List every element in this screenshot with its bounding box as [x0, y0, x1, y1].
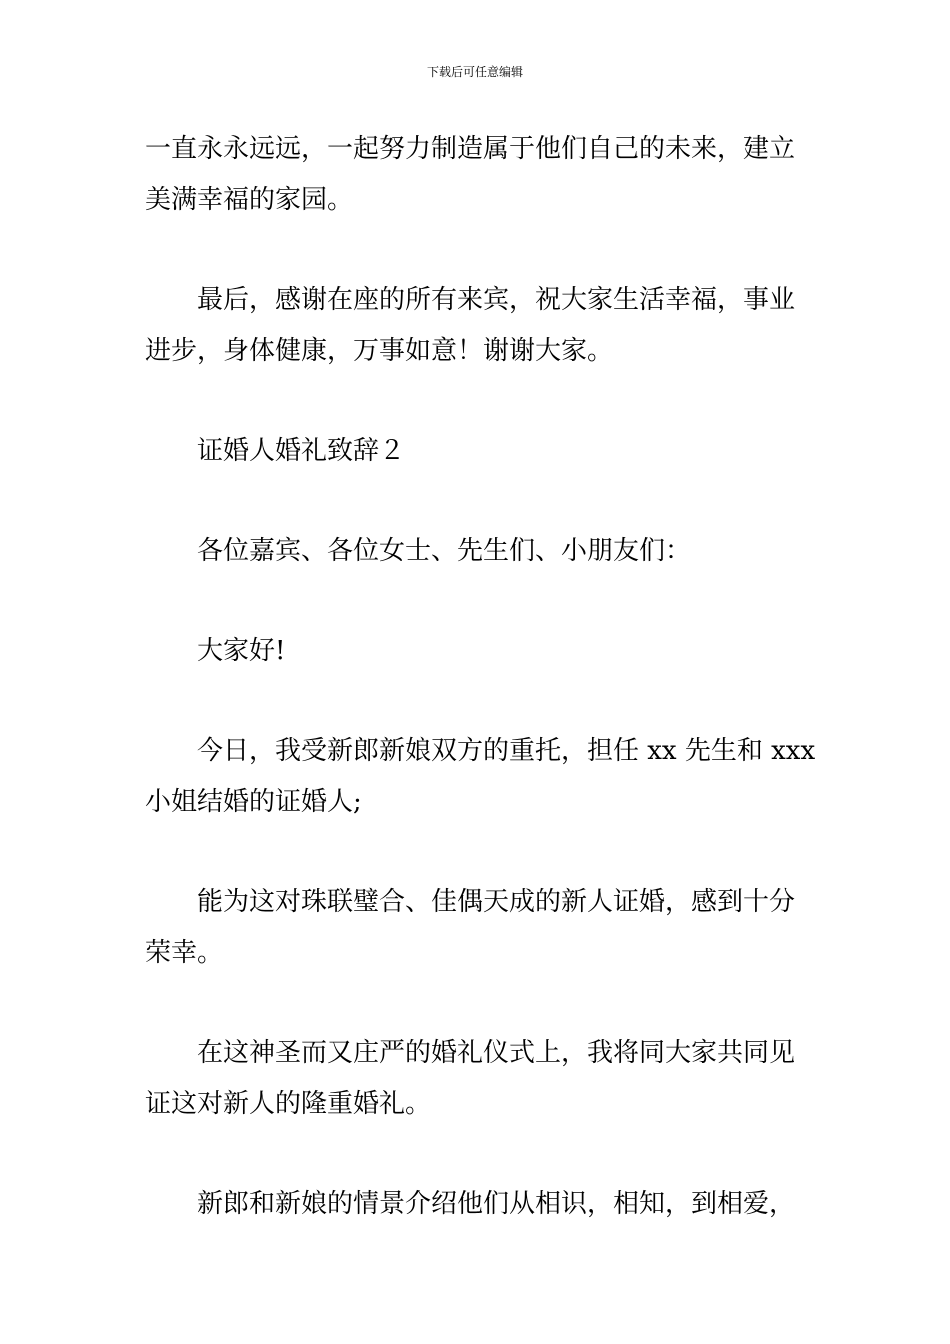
page-header: 下载后可任意编辑 — [426, 65, 523, 79]
document-body — [145, 124, 816, 1279]
paragraph-line: 最后，感谢在座的所有来宾，祝大家生活幸福，事业 — [197, 285, 796, 315]
paragraph-6 — [145, 1179, 807, 1230]
greeting — [145, 626, 807, 677]
paragraph-3 — [145, 726, 816, 828]
paragraph-line: 荣幸。 — [145, 938, 224, 968]
paragraph-line: 证这对新人的隆重婚礼。 — [145, 1089, 432, 1119]
salutation — [145, 526, 807, 577]
paragraph-1 — [145, 124, 807, 226]
paragraph-line: 今日，我受新郎新娘双方的重托，担任 xx 先生和 xxx — [197, 736, 816, 766]
paragraph-line: 大家好! — [197, 636, 286, 666]
paragraph-line: 进步，身体健康，万事如意！谢谢大家。 — [145, 336, 614, 366]
paragraph-line: 一直永永远远，一起努力制造属于他们自己的未来，建立 — [145, 134, 796, 164]
paragraph-2 — [145, 275, 807, 377]
paragraph-line: 新郎和新娘的情景介绍他们从相识，相知，到相爱， — [197, 1189, 796, 1219]
paragraph-line: 能为这对珠联璧合、佳偶天成的新人证婚，感到十分 — [197, 887, 796, 917]
paragraph-line: 小姐结婚的证婚人; — [145, 787, 362, 817]
heading-line: 证婚人婚礼致辞２ — [197, 436, 406, 466]
section-heading — [145, 426, 807, 477]
paragraph-line: 美满幸福的家园。 — [145, 185, 354, 215]
paragraph-4 — [145, 877, 807, 979]
paragraph-line: 各位嘉宾、各位女士、先生们、小朋友们： — [197, 536, 692, 566]
paragraph-5 — [145, 1028, 807, 1130]
paragraph-line: 在这神圣而又庄严的婚礼仪式上，我将同大家共同见 — [197, 1038, 796, 1068]
